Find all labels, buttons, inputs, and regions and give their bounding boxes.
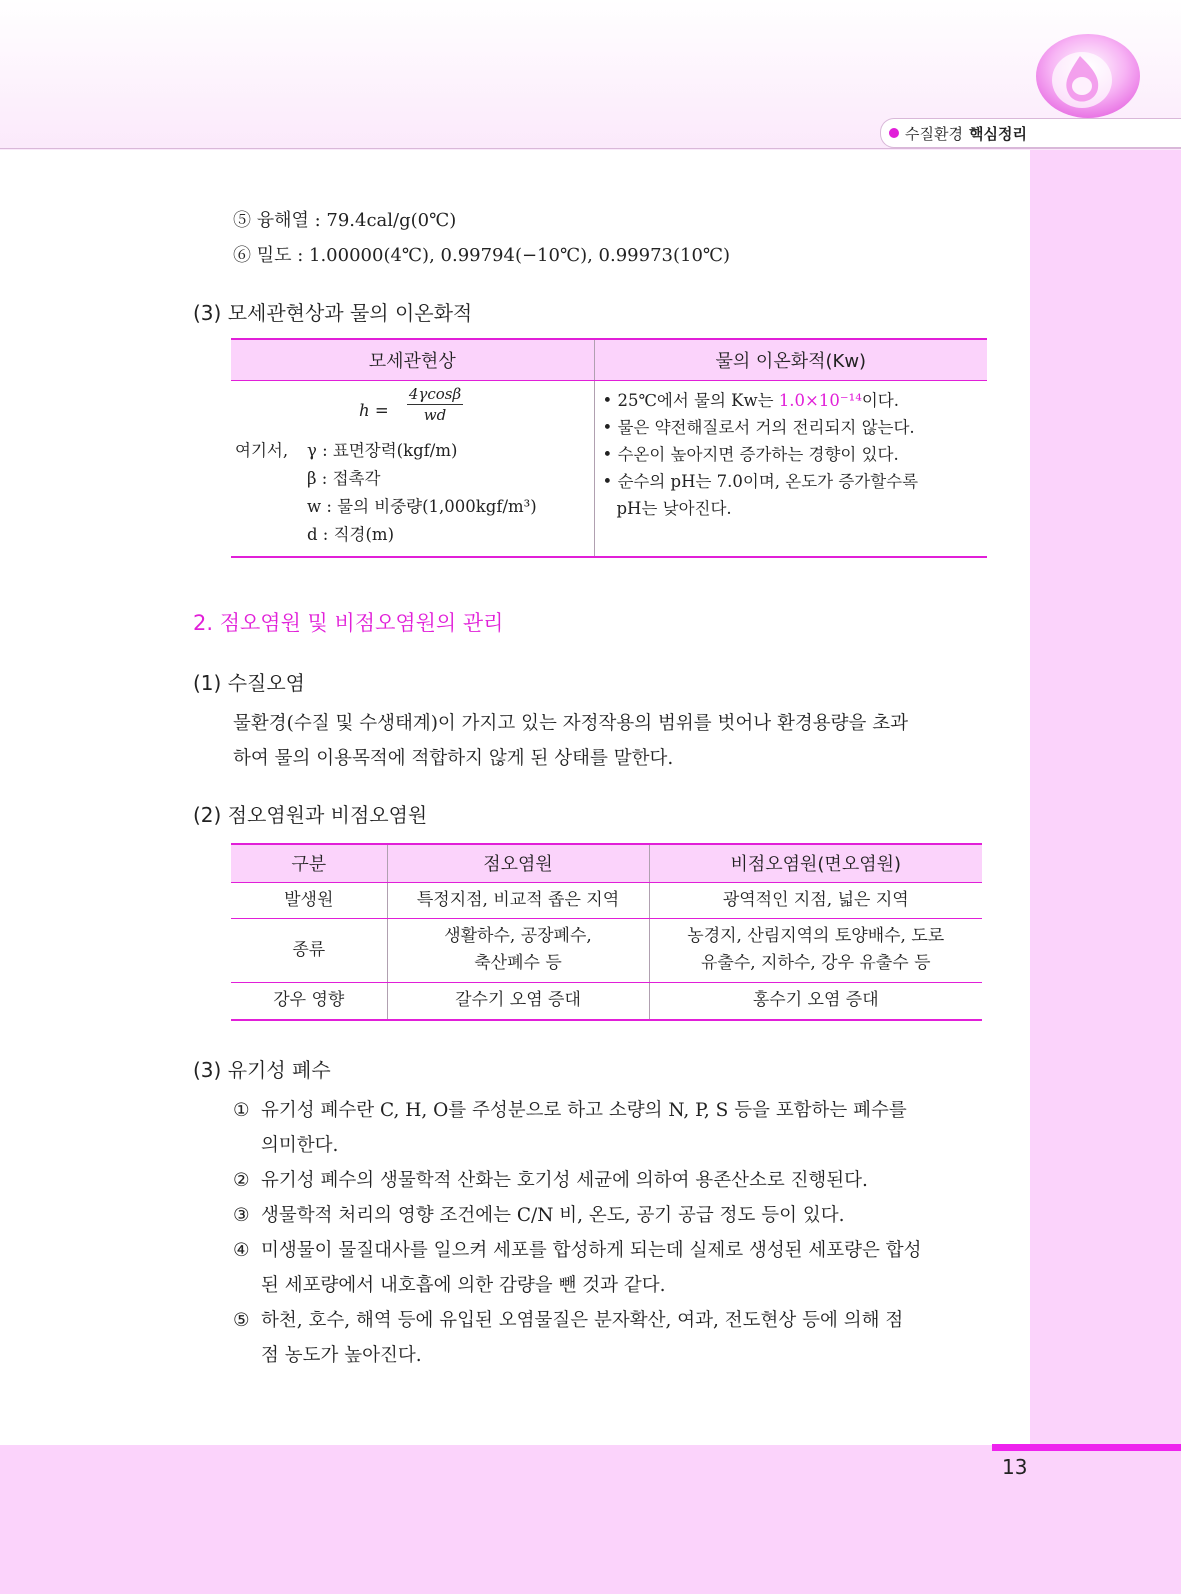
rain-point: 갈수기 오염 증대: [387, 982, 649, 1020]
header-rule: [0, 148, 1181, 149]
kw-value: 1.0×10⁻¹⁴: [778, 390, 862, 410]
item-text: 하천, 호수, 해역 등에 유입된 오염물질은 분자확산, 여과, 전도현상 등에 의해 점: [261, 1310, 904, 1331]
header-nonpoint-source: 비점오염원(면오염원): [649, 844, 982, 882]
header-category: 구분: [231, 844, 387, 882]
table-row: [231, 882, 982, 918]
list-item: [233, 1198, 922, 1233]
organic-title: (3) 유기성 폐수: [193, 1058, 331, 1082]
running-header: [880, 118, 1181, 148]
col-ionization-header: 물의 이온화적(Kw): [594, 339, 987, 380]
list-item: [233, 1233, 922, 1268]
types-point-line-1: 생활하수, 공장폐수,: [444, 926, 592, 946]
list-item: [233, 1303, 922, 1338]
def-w: w : 물의 비중량(1,000kgf/m³): [307, 496, 537, 516]
item-mark: ②: [233, 1170, 250, 1191]
capillary-cell: [231, 380, 594, 557]
origin-nonpoint: 광역적인 지점, 넓은 지역: [649, 882, 982, 918]
ionization-bullets: [595, 381, 988, 522]
bottom-accent-bar: [992, 1444, 1181, 1451]
col-capillary-header: 모세관현상: [231, 339, 594, 380]
bullet-dot-icon: [889, 128, 899, 138]
bullet-ph-cont: pH는 낮아진다.: [616, 498, 732, 518]
header-point-source: 점오염원: [387, 844, 649, 882]
item-text: 유기성 폐수란 C, H, O를 주성분으로 하고 소량의 N, P, S 등을 포함하는 폐수를: [261, 1100, 907, 1121]
origin-point: 특정지점, 비교적 좁은 지역: [387, 882, 649, 918]
water-pollution-paragraph: [233, 706, 908, 776]
header-section: 핵심정리: [968, 124, 1027, 143]
list-item-cont: 점 농도가 높아진다.: [261, 1345, 422, 1366]
row-label-origin: 발생원: [231, 882, 387, 918]
list-item-cont: 의미한다.: [261, 1135, 339, 1156]
formula-fraction: [407, 385, 463, 424]
def-beta: β : 접촉각: [307, 468, 381, 488]
right-margin-strip: [1030, 150, 1181, 1445]
item-text: 유기성 폐수의 생물학적 산화는 호기성 세균에 의하여 용존산소로 진행된다.: [261, 1170, 868, 1191]
bullet-kw-tail: 이다.: [861, 390, 899, 410]
water-pollution-title: (1) 수질오염: [193, 671, 305, 695]
types-nonpoint-line-2: 유출수, 지하수, 강우 유출수 등: [701, 953, 931, 973]
item-text: 미생물이 물질대사를 일으켜 세포를 합성하게 되는데 실제로 생성된 세포량은 합성: [261, 1240, 922, 1261]
capillary-ionization-table: [231, 338, 987, 558]
density-line: ⑥ 밀도 : 1.00000(4℃), 0.99794(−10℃), 0.99973(10℃): [233, 245, 731, 266]
list-item: [233, 1163, 922, 1198]
where-label: 여기서,: [235, 440, 289, 460]
item-mark: ①: [233, 1100, 250, 1121]
ionization-cell: [594, 380, 987, 557]
section-2-title: 2. 점오염원 및 비점오염원의 관리: [193, 611, 504, 635]
list-item-cont: 된 세포량에서 내호흡에 의한 감량을 뺀 것과 같다.: [261, 1275, 666, 1296]
page-number: 13: [1002, 1455, 1028, 1479]
bullet-kw-text: • 25℃에서 물의 Kw는: [602, 390, 779, 410]
bullet-temperature: • 수온이 높아지면 증가하는 경향이 있다.: [602, 444, 899, 464]
def-gamma: γ : 표면장력(kgf/m): [307, 440, 458, 460]
types-point-line-2: 축산폐수 등: [474, 953, 562, 973]
water-pollution-line-1: 물환경(수질 및 수생태계)이 가지고 있는 자정작용의 범위를 벗어나 환경용량을 초과: [233, 713, 908, 734]
organic-list: [233, 1093, 922, 1373]
item-mark: ⑤: [233, 1310, 250, 1331]
item-text: 생물학적 처리의 영향 조건에는 C/N 비, 온도, 공기 공급 정도 등이 있다.: [261, 1205, 845, 1226]
table-row: [231, 918, 982, 982]
row-label-rain: 강우 영향: [231, 982, 387, 1020]
def-d: d : 직경(m): [307, 524, 395, 544]
item-mark: ④: [233, 1240, 250, 1261]
row-label-types: 종류: [231, 918, 387, 982]
capillary-formula: [231, 381, 594, 556]
table-row: [231, 982, 982, 1020]
point-nonpoint-table: [231, 843, 982, 1021]
types-point: [387, 918, 649, 982]
types-nonpoint: [649, 918, 982, 982]
types-nonpoint-line-1: 농경지, 산림지역의 토양배수, 도로: [687, 926, 945, 946]
water-pollution-line-2: 하여 물의 이용목적에 적합하지 않게 된 상태를 말한다.: [233, 748, 674, 769]
drop-logo-icon: [1010, 18, 1150, 128]
section-capillary-title: (3) 모세관현상과 물의 이온화적: [193, 301, 473, 325]
item-mark: ③: [233, 1205, 250, 1226]
bullet-ph: • 순수의 pH는 7.0이며, 온도가 증가할수록: [602, 471, 919, 491]
sources-title: (2) 점오염원과 비점오염원: [193, 803, 428, 827]
fusion-heat-line: ⑤ 융해열 : 79.4cal/g(0℃): [233, 210, 457, 231]
bullet-kw: [603, 387, 988, 414]
formula-numerator: 4γcosβ: [408, 384, 462, 403]
rain-nonpoint: 홍수기 오염 증대: [649, 982, 982, 1020]
formula-lhs: h =: [359, 400, 389, 420]
formula-denominator: wd: [423, 405, 447, 424]
list-item: [233, 1093, 922, 1128]
header-subject: 수질환경: [905, 124, 963, 143]
bullet-weak-electrolyte: • 물은 약전해질로서 거의 전리되지 않는다.: [602, 417, 915, 437]
